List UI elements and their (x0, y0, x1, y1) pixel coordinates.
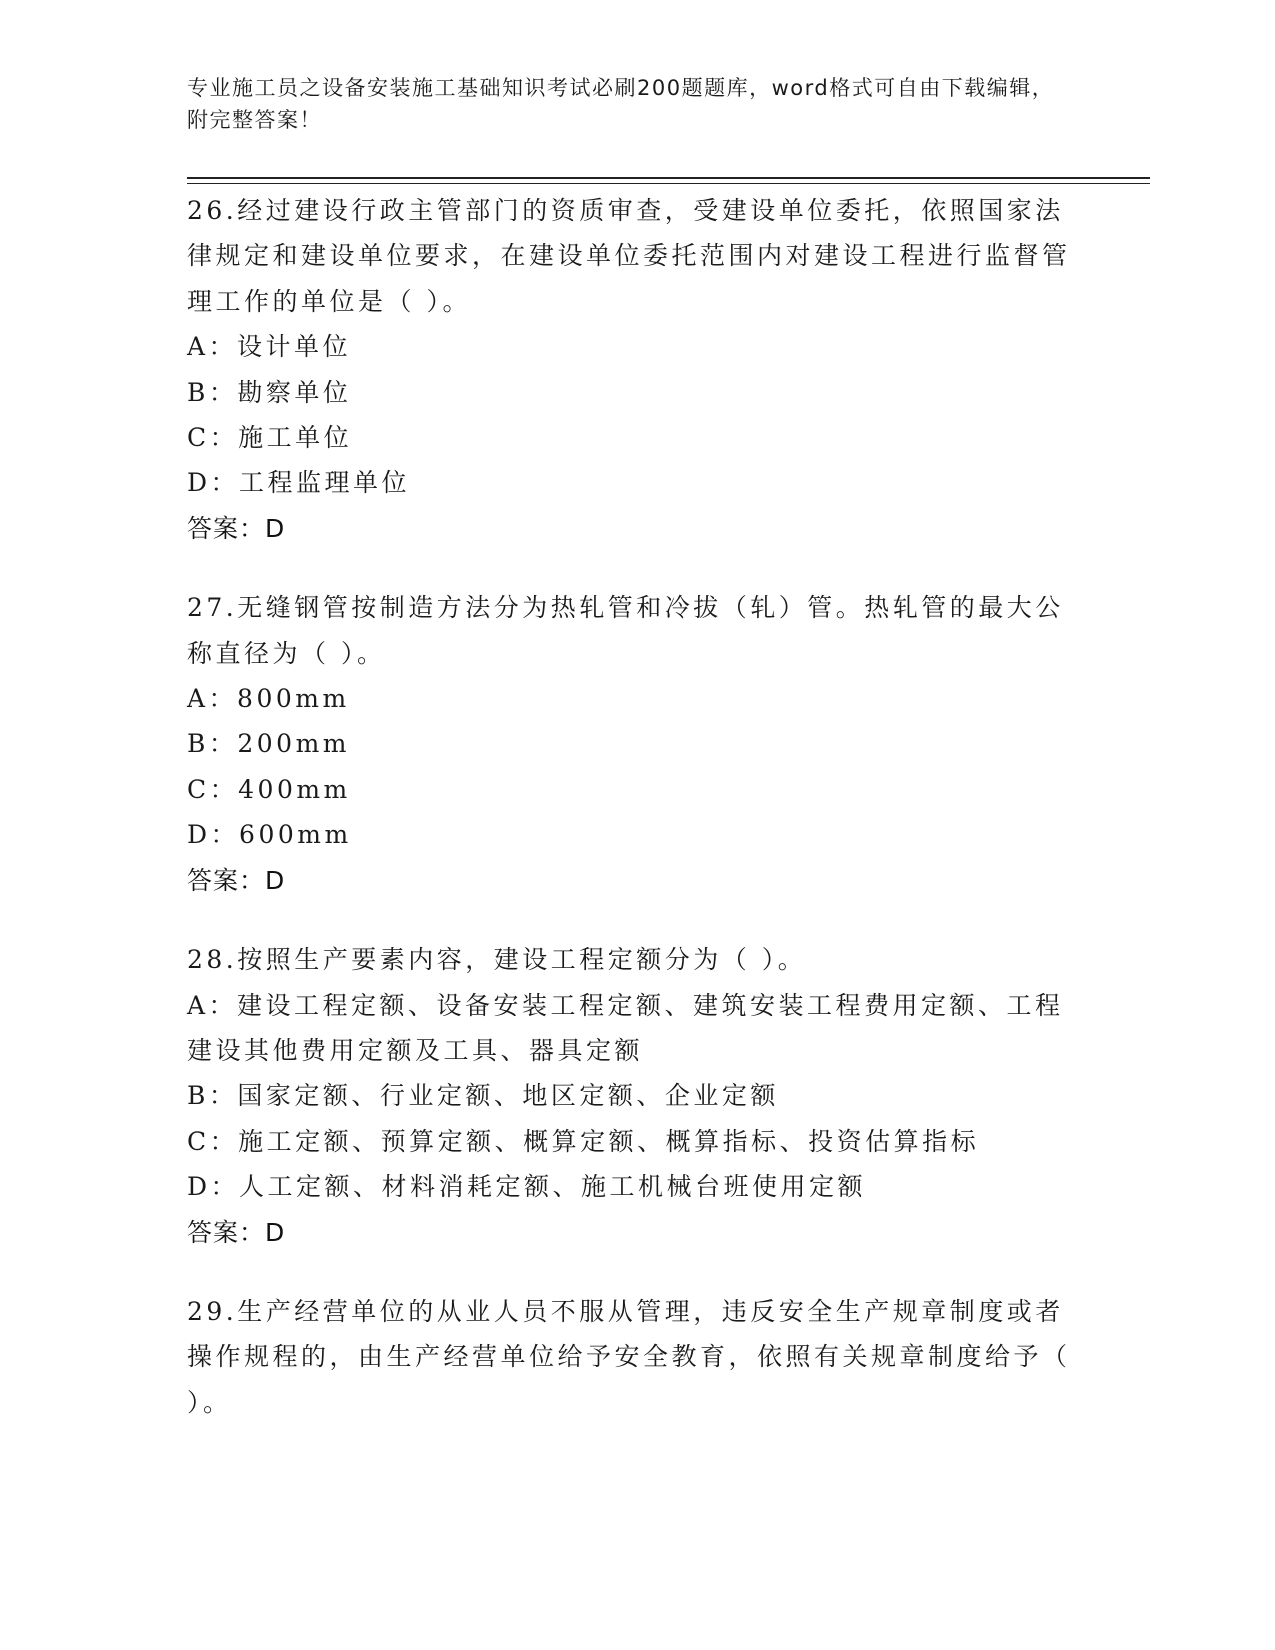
question-stem: 29.生产经营单位的从业人员不服从管理，违反安全生产规章制度或者操作规程的，由生产经营单位给予安全教育，依照有关规章制度给予（ ）。 (187, 1296, 1071, 1417)
option-c: C：施工单位 (187, 423, 353, 453)
option-a: A：设计单位 (187, 332, 352, 362)
question-stem: 28.按照生产要素内容，建设工程定额分为（ ）。 (187, 945, 807, 975)
question-27 (187, 585, 1087, 903)
option-a: A：800mm (187, 684, 350, 714)
question-stem: 26.经过建设行政主管部门的资质审查，受建设单位委托，依照国家法律规定和建设单位要求，在建设单位委托范围内对建设工程进行监督管理工作的单位是（ ）。 (187, 196, 1071, 316)
header-divider-thick (187, 177, 1150, 179)
question-stem: 27.无缝钢管按制造方法分为热轧管和冷拔（轧）管。热轧管的最大公称直径为（ ）。 (187, 593, 1064, 668)
document-header: 专业施工员之设备安装施工基础知识考试必刷200题题库，word格式可自由下载编辑，附完整答案！ (187, 76, 1055, 132)
question-26 (187, 188, 1087, 551)
answer-line: 答案：D (187, 1217, 286, 1247)
header-divider-thin (187, 183, 1150, 184)
option-b: B：200mm (187, 729, 351, 759)
option-d: D：600mm (187, 820, 352, 850)
option-a: A：建设工程定额、设备安装工程定额、建筑安装工程费用定额、工程建设其他费用定额及工具、器具定额 (187, 990, 1064, 1065)
option-c: C：施工定额、预算定额、概算定额、概算指标、投资估算指标 (187, 1126, 980, 1156)
answer-line: 答案：D (187, 865, 286, 895)
option-b: B：国家定额、行业定额、地区定额、企业定额 (187, 1081, 779, 1111)
option-d: D：工程监理单位 (187, 468, 411, 498)
question-list (187, 188, 1087, 1459)
option-b: B：勘察单位 (187, 377, 352, 407)
answer-line: 答案：D (187, 513, 286, 543)
question-28 (187, 937, 1087, 1255)
question-29 (187, 1289, 1087, 1425)
option-d: D：人工定额、材料消耗定额、施工机械台班使用定额 (187, 1172, 867, 1202)
option-c: C：400mm (187, 774, 351, 804)
